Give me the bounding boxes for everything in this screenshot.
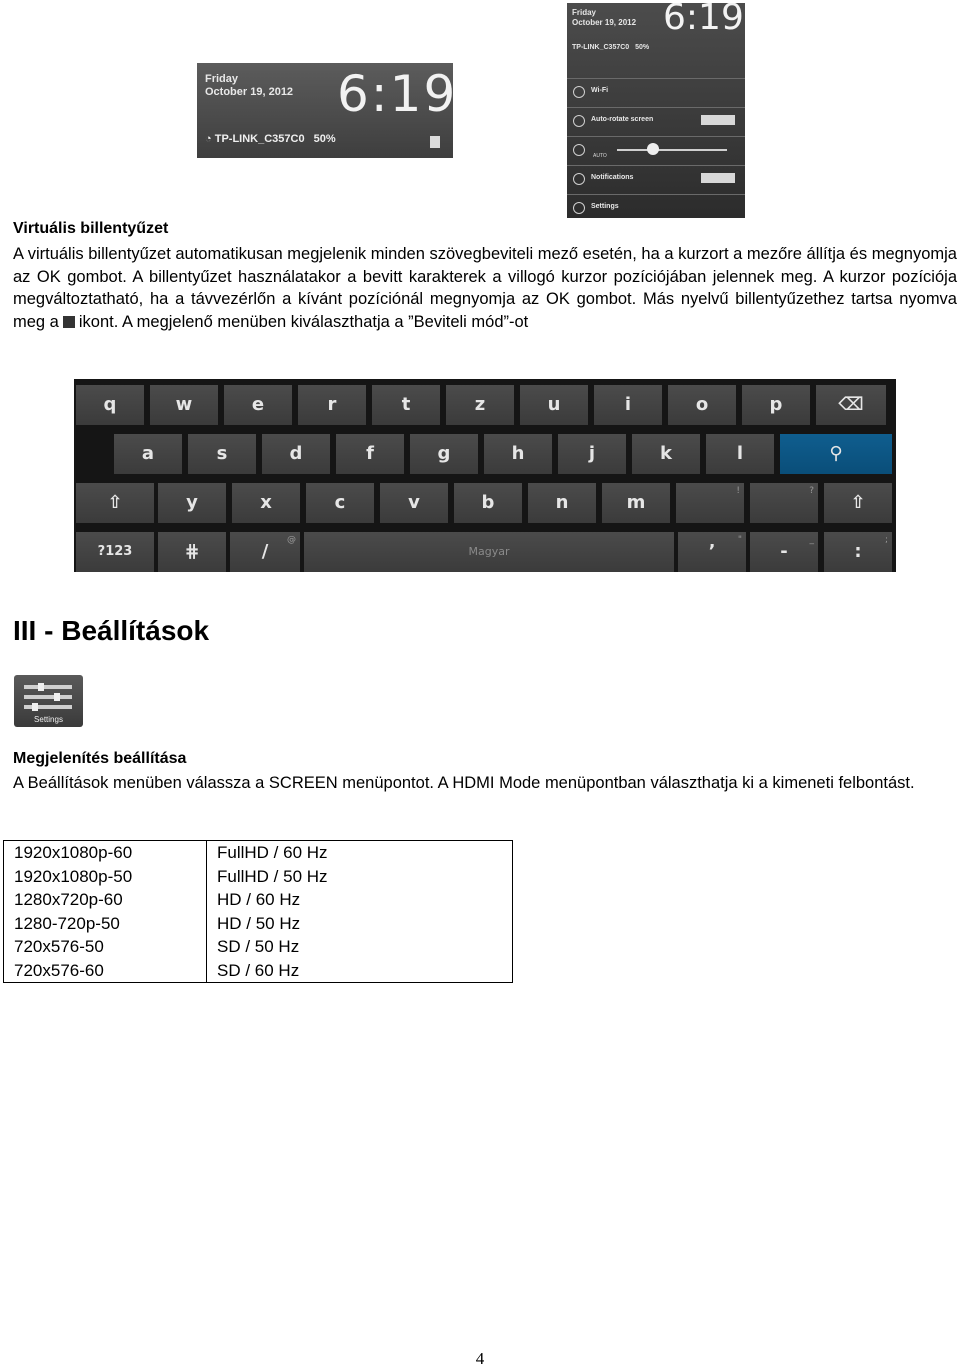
section-title-keyboard: Virtuális billentyűzet: [13, 220, 169, 237]
key-q[interactable]: q: [76, 385, 144, 425]
qs-row-wifi[interactable]: [567, 78, 745, 104]
key-c[interactable]: c: [306, 483, 374, 523]
key-e[interactable]: e: [224, 385, 292, 425]
signal-icon: [430, 136, 440, 148]
key-r[interactable]: r: [298, 385, 366, 425]
rotate-icon: [573, 115, 585, 127]
key-t[interactable]: t: [372, 385, 440, 425]
wifi-icon: [573, 86, 585, 98]
qs-day: Friday: [572, 8, 597, 17]
qs-notifications-label: Notifications: [591, 174, 634, 181]
slider-bar: [24, 685, 72, 689]
autorotate-toggle[interactable]: [701, 115, 735, 125]
notifications-toggle[interactable]: [701, 173, 735, 183]
description-cell: FullHD / 60 Hz: [207, 841, 513, 865]
apostrophe-key[interactable]: ’ ": [678, 532, 746, 572]
slash-key[interactable]: / @: [230, 532, 300, 572]
lockscreen-date: [205, 73, 293, 99]
key-u[interactable]: u: [520, 385, 588, 425]
key-l[interactable]: l: [706, 434, 774, 474]
key-h[interactable]: h: [484, 434, 552, 474]
lockscreen-date-text: October 19, 2012: [205, 86, 294, 98]
key-a[interactable]: a: [114, 434, 182, 474]
lockscreen-clock: 6:19: [337, 65, 458, 123]
key-z[interactable]: z: [446, 385, 514, 425]
settings-app-icon: [14, 675, 83, 727]
network-name: TP-LINK_C357C0: [214, 133, 305, 145]
key-semicolon-label: ;: [884, 535, 888, 545]
settings-icon-label: Settings: [34, 715, 63, 724]
qs-row-notifications[interactable]: [567, 165, 745, 191]
table-row: [4, 841, 513, 865]
keyboard-paragraph-text: A virtuális billentyűzet automatikusan megjelenik minden szövegbeviteli mező esetén, ha a kurzort a mezőre állítja és megnyomja az OK gombot. A billentyűzet használatakor a bevitt karakterek a villogó kurzor pozíciójában jelennek meg. A kurzor pozíciója megváltoztatható, ha a távvezérlőn a kívánt pozíciónál megnyomja az OK gombot. Más nyelvű billentyűzethez tartsa nyomva meg a: [13, 245, 957, 331]
key-j[interactable]: j: [558, 434, 626, 474]
qs-clock: 6:19: [663, 3, 744, 38]
slider-nub: [38, 683, 44, 691]
qs-network-name: TP-LINK_C357C0: [572, 44, 630, 51]
key-at-label: @: [287, 535, 296, 545]
virtual-keyboard: [74, 379, 896, 572]
key-v[interactable]: v: [380, 483, 448, 523]
description-cell: SD / 60 Hz: [207, 959, 513, 983]
brightness-icon: [573, 144, 585, 156]
input-settings-icon: [63, 316, 75, 328]
colon-key[interactable]: : ;: [824, 532, 892, 572]
key-exclamation[interactable]: [676, 483, 744, 523]
section-title-settings: III - Beállítások: [13, 615, 210, 646]
space-key[interactable]: Magyar: [304, 532, 674, 572]
dash-key[interactable]: - _: [750, 532, 818, 572]
slider-nub: [32, 703, 38, 711]
qs-date-text: October 19, 2012: [572, 18, 637, 27]
wifi-icon: ◔: [205, 133, 212, 145]
key-n[interactable]: n: [528, 483, 596, 523]
keyboard-paragraph-text-end: ikont. A megjelenő menüben kiválaszthatja a ”Beviteli mód”-ot: [78, 312, 529, 331]
description-cell: SD / 50 Hz: [207, 935, 513, 959]
resolution-cell: 1280-720p-50: [4, 912, 207, 936]
shift-icon: ⇧: [107, 492, 123, 513]
table-row: [4, 959, 513, 983]
backspace-icon: ⌫: [838, 394, 864, 415]
key-y[interactable]: y: [158, 483, 226, 523]
settings-icon: [573, 202, 585, 214]
description-cell: FullHD / 50 Hz: [207, 865, 513, 889]
brightness-slider[interactable]: [617, 149, 727, 151]
qs-row-brightness[interactable]: [567, 136, 745, 162]
key-d[interactable]: d: [262, 434, 330, 474]
backspace-key[interactable]: [816, 385, 886, 425]
key-b[interactable]: b: [454, 483, 522, 523]
key-f[interactable]: f: [336, 434, 404, 474]
key-underscore-label: _: [809, 535, 814, 545]
qs-date: [572, 8, 636, 28]
qs-wifi-label: Wi-Fi: [591, 87, 609, 94]
qs-battery: 50%: [635, 44, 650, 51]
key-quote-label: ": [737, 535, 742, 545]
key-k[interactable]: k: [632, 434, 700, 474]
lockscreen-day: Friday: [205, 73, 239, 85]
key-m[interactable]: m: [602, 483, 670, 523]
brightness-slider-knob[interactable]: [647, 143, 659, 155]
slider-bar: [24, 695, 72, 699]
page-number: 4: [475, 1349, 485, 1368]
table-row: [4, 888, 513, 912]
resolution-cell: 1920x1080p-50: [4, 865, 207, 889]
shift-icon: ⇧: [850, 492, 866, 513]
table-row: [4, 935, 513, 959]
notifications-icon: [573, 173, 585, 185]
qs-row-autorotate[interactable]: [567, 107, 745, 133]
hdmi-modes-table: [3, 840, 513, 983]
resolution-cell: 1280x720p-60: [4, 888, 207, 912]
key-question-label: ?: [809, 486, 814, 496]
qs-auto-label: AUTO: [593, 153, 607, 159]
quick-settings-screenshot: [567, 3, 745, 218]
sliders-icon: ⋕: [184, 541, 200, 562]
resolution-cell: 720x576-60: [4, 959, 207, 983]
subtitle-display-settings: Megjelenítés beállítása: [13, 750, 187, 767]
qs-settings-label: Settings: [591, 203, 619, 210]
table-row: [4, 865, 513, 889]
key-exclamation-label: !: [736, 486, 740, 496]
key-o[interactable]: o: [668, 385, 736, 425]
description-cell: HD / 50 Hz: [207, 912, 513, 936]
key-i[interactable]: i: [594, 385, 662, 425]
keyboard-paragraph: [13, 243, 957, 333]
table-row: [4, 912, 513, 936]
input-settings-key[interactable]: [158, 532, 226, 572]
key-x[interactable]: x: [232, 483, 300, 523]
slider-nub: [54, 693, 60, 701]
key-question[interactable]: [750, 483, 818, 523]
description-cell: HD / 60 Hz: [207, 888, 513, 912]
qs-autorotate-label: Auto-rotate screen: [591, 116, 654, 123]
shift-key-left[interactable]: [76, 483, 154, 523]
qs-network: [572, 44, 649, 51]
key-g[interactable]: g: [410, 434, 478, 474]
lockscreen-screenshot: [197, 63, 458, 158]
key-s[interactable]: s: [188, 434, 256, 474]
battery-level: 50%: [313, 133, 336, 145]
search-icon: ⚲: [829, 443, 843, 464]
shift-key-right[interactable]: [824, 483, 892, 523]
resolution-cell: 720x576-50: [4, 935, 207, 959]
lockscreen-network: [205, 133, 336, 145]
resolution-cell: 1920x1080p-60: [4, 841, 207, 865]
symbols-key[interactable]: ?123: [76, 532, 154, 572]
qs-row-settings[interactable]: [567, 194, 745, 218]
key-w[interactable]: w: [150, 385, 218, 425]
search-key[interactable]: [780, 434, 892, 474]
settings-paragraph: A Beállítások menüben válassza a SCREEN menüpontot. A HDMI Mode menüpontban választhatja ki a kimeneti felbontást.: [13, 774, 915, 792]
key-p[interactable]: p: [742, 385, 810, 425]
